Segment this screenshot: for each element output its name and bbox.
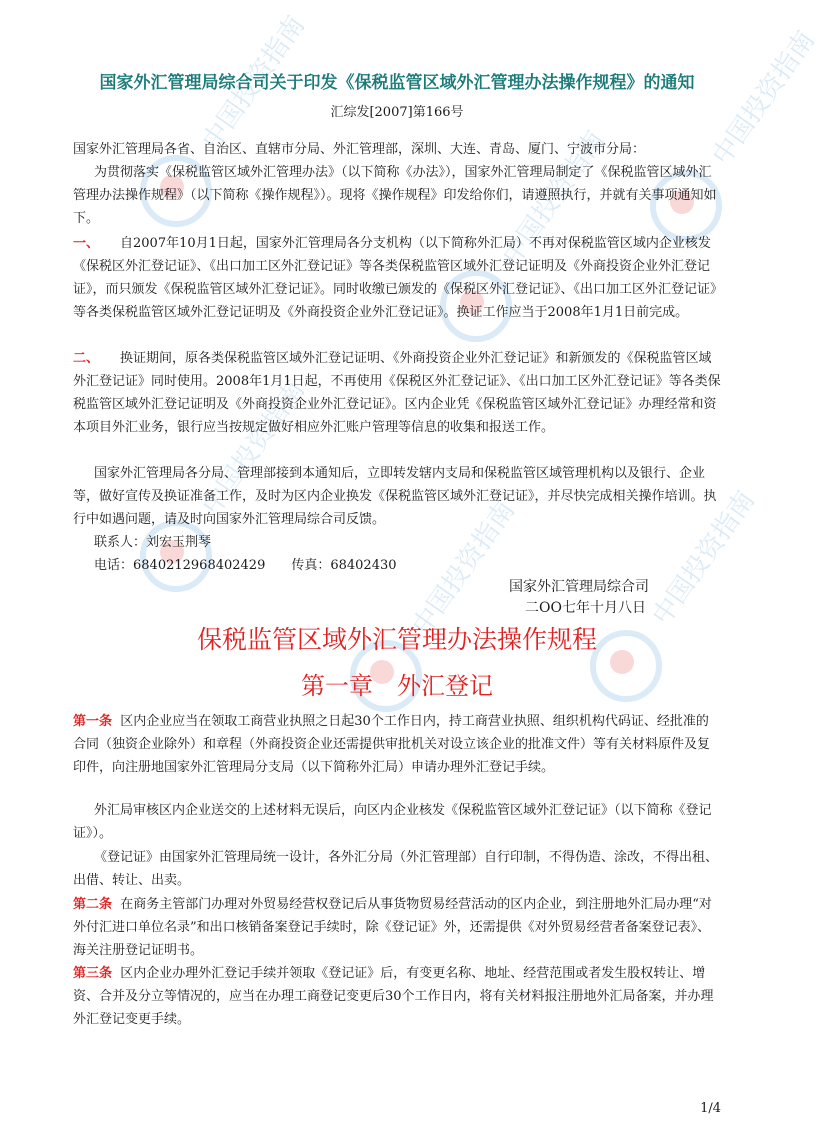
- article-1-para-3: 《登记证》由国家外汇管理局统一设计，各外汇分局（外汇管理部）自行印制，不得伪造、涂改，不得出租、出借、转让、出卖。: [73, 850, 719, 888]
- article-1-text: 区内企业应当在领取工商营业执照之日起30个工作日内，持工商营业执照、组织机构代码证、经批准的合同（独资企业除外）和章程（外商投资企业还需提供审批机关对设立该企业的批准文件）等有关材料原件及复印件，向注册地国家外汇管理局分支局（以下简称外汇局）申请办理外汇登记手续。: [73, 714, 711, 775]
- intro-paragraph: 为贯彻落实《保税监管区域外汇管理办法》（以下简称《办法》），国家外汇管理局制定了《保税监管区域外汇管理办法操作规程》（以下简称《操作规程》）。现将《操作规程》印发给你们，请遵照执行，并就有关事项通知如下。: [73, 165, 717, 226]
- notice-title: 国家外汇管理局综合司关于印发《保税监管区域外汇管理办法操作规程》的通知: [99, 73, 695, 93]
- watermark-logo: 中国投资指南: [430, 250, 550, 370]
- article-1: [73, 710, 721, 779]
- watermark-logo: 中国投资指南: [580, 610, 700, 730]
- article-2: [73, 893, 721, 962]
- item-2-marker: 二、: [73, 351, 100, 366]
- article-1-para-2: 外汇局审核区内企业送交的上述材料无误后，向区内企业核发《保税监管区域外汇登记证》（以下简称《登记证》）。: [73, 803, 712, 841]
- watermark-logo: 中国投资指南: [340, 620, 460, 740]
- rules-title: 保税监管区域外汇管理办法操作规程: [196, 625, 597, 654]
- article-1-label: 第一条: [73, 714, 113, 729]
- article-2-text: 在商务主管部门办理对外贸易经营权登记后从事货物贸易经营活动的区内企业，到注册地外汇局办理“对外付汇进口单位名录”和出口核销备案登记手续时，除《登记证》外，还需提供《对外贸易经营者备案登记表》、海关注册登记证明书。: [73, 897, 712, 958]
- chapter-heading: 第一章 外汇登记: [301, 672, 493, 700]
- page-number: 1/4: [700, 1101, 721, 1116]
- article-3-text: 区内企业办理外汇登记手续并领取《登记证》后，有变更名称、地址、经营范围或者发生股权转让、增资、合并及分立等情况的，应当在办理工商登记变更后30个工作日内，将有关材料报注册地外汇局备案，并办理外汇登记变更手续。: [73, 966, 714, 1027]
- item-1-text: 自2007年10月1日起，国家外汇管理局各分支机构（以下简称外汇局）不再对保税监管区域内企业核发《保税区外汇登记证》、《出口加工区外汇登记证》等各类保税监管区域外汇登记证明及《外商投资企业外汇登记证》，而只颁发《保税监管区域外汇登记证》。同时收缴已颁发的《保税区外汇登记证》、《出口加工区外汇登记证》等各类保税监管区域外汇登记证明及《外商投资企业外汇登记证》。换证工作应当于2008年1月1日前完成。: [73, 236, 717, 320]
- article-3-label: 第三条: [73, 966, 113, 981]
- article-3: [73, 962, 721, 1031]
- item-2-text: 换证期间，原各类保税监管区域外汇登记证明、《外商投资企业外汇登记证》和新颁发的《保税监管区域外汇登记证》同时使用。2008年1月1日起，不再使用《保税区外汇登记证》、《出口加工区外汇登记证》等各类保税监管区域外汇登记证明及《外商投资企业外汇登记证》。区内企业凭《保税监管区域外汇登记证》办理经常和资本项目外汇业务，银行应当按规定做好相应外汇账户管理等信息的收集和报送工作。: [73, 351, 721, 435]
- item-1: [73, 232, 721, 324]
- closing-paragraph: 国家外汇管理局各分局、管理部接到本通知后，立即转发辖内支局和保税监管区域管理机构以及银行、企业等，做好宣传及换证准备工作，及时为区内企业换发《保税监管区域外汇登记证》，并尽快完成相关操作培训。执行中如遇问题，请及时向国家外汇管理局综合司反馈。: [73, 466, 717, 527]
- document-number: 汇综发[2007]第166号: [330, 105, 464, 120]
- watermark-logo: 中国投资指南: [640, 150, 760, 270]
- addressee: 国家外汇管理局各省、自治区、直辖市分局、外汇管理部，深圳、大连、青岛、厦门、宁波市分局：: [73, 142, 646, 157]
- item-2: [73, 347, 721, 439]
- watermark-logo: 中国投资指南: [130, 135, 250, 255]
- sign-date: 二OO七年十月八日: [525, 600, 646, 616]
- contact-person: 联系人：刘宏玉荆琴: [94, 535, 212, 550]
- watermark-logo: 中国投资指南: [130, 500, 250, 620]
- contact-phone-fax: 电话：6840212968402429 传真：68402430: [94, 558, 397, 573]
- signer: 国家外汇管理局综合司: [509, 579, 649, 595]
- article-2-label: 第二条: [73, 897, 113, 912]
- item-1-marker: 一、: [73, 236, 100, 251]
